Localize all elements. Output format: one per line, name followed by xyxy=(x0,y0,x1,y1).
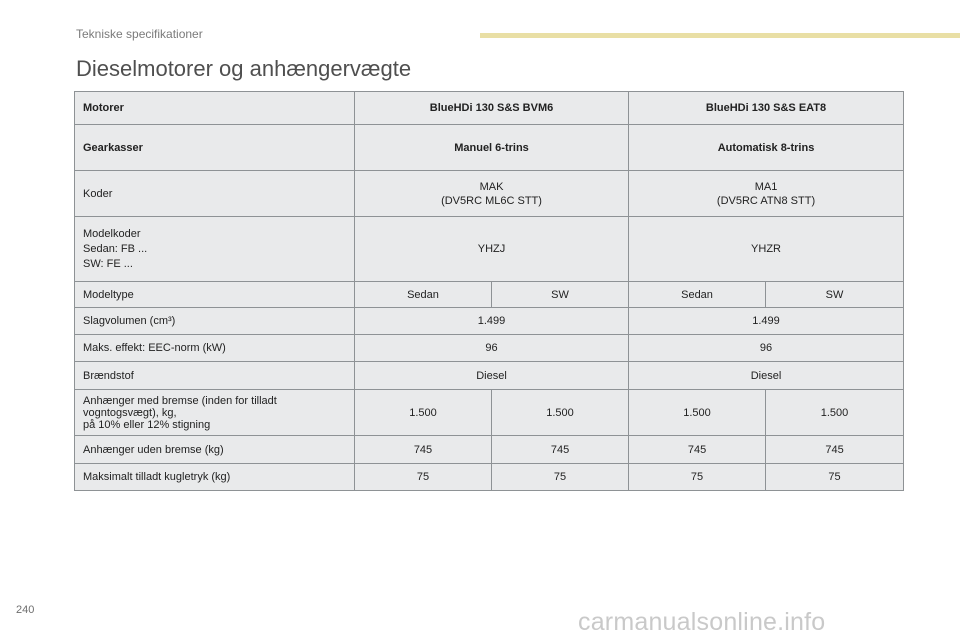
table-row-power xyxy=(75,335,904,362)
braked-label-line3: på 10% eller 12% stigning xyxy=(83,418,211,431)
nose-weight-value: 75 xyxy=(629,464,766,491)
table-row-nose-weight xyxy=(75,464,904,491)
code-1 xyxy=(355,171,629,217)
nose-weight-value: 75 xyxy=(766,464,904,491)
table-row-model-codes xyxy=(75,217,904,282)
model-type-cell: SW xyxy=(492,282,629,308)
unbraked-value: 745 xyxy=(355,436,492,464)
model-codes-title: Modelkoder xyxy=(83,227,141,240)
braked-value: 1.500 xyxy=(355,390,492,436)
spec-table xyxy=(74,91,904,491)
gearbox-1: Manuel 6-trins xyxy=(355,125,629,171)
unbraked-value: 745 xyxy=(629,436,766,464)
nose-weight-label: Maksimalt tilladt kugletryk (kg) xyxy=(75,464,355,491)
table-row-unbraked-trailer xyxy=(75,436,904,464)
page-number: 240 xyxy=(16,604,35,616)
power-label: Maks. effekt: EEC-norm (kW) xyxy=(75,335,355,362)
watermark: carmanualsonline.info xyxy=(578,608,826,636)
page-title: Dieselmotorer og anhængervægte xyxy=(76,56,412,81)
section-label: Tekniske specifikationer xyxy=(76,27,203,41)
braked-value: 1.500 xyxy=(766,390,904,436)
model-code-2: YHZR xyxy=(629,217,904,282)
braked-value: 1.500 xyxy=(492,390,629,436)
fuel-label: Brændstof xyxy=(75,362,355,390)
unbraked-trailer-label: Anhænger uden bremse (kg) xyxy=(75,436,355,464)
displacement-2: 1.499 xyxy=(629,308,904,335)
table-row-gearbox xyxy=(75,125,904,171)
table-row-codes xyxy=(75,171,904,217)
model-code-1: YHZJ xyxy=(355,217,629,282)
code-1-line2: (DV5RC ML6C STT) xyxy=(441,194,542,207)
power-1: 96 xyxy=(355,335,629,362)
braked-trailer-label xyxy=(75,390,355,436)
model-codes-label xyxy=(75,217,355,282)
gearbox-2: Automatisk 8-trins xyxy=(629,125,904,171)
table-row-fuel xyxy=(75,362,904,390)
table-row-displacement xyxy=(75,308,904,335)
fuel-1: Diesel xyxy=(355,362,629,390)
table-row-braked-trailer xyxy=(75,390,904,436)
fuel-2: Diesel xyxy=(629,362,904,390)
braked-label-line1: Anhænger med bremse (inden for tilladt xyxy=(83,394,277,407)
nose-weight-value: 75 xyxy=(492,464,629,491)
gearbox-label: Gearkasser xyxy=(75,125,355,171)
code-1-line1: MAK xyxy=(479,180,504,193)
model-type-label: Modeltype xyxy=(75,282,355,308)
codes-label: Koder xyxy=(75,171,355,217)
unbraked-value: 745 xyxy=(492,436,629,464)
unbraked-value: 745 xyxy=(766,436,904,464)
displacement-1: 1.499 xyxy=(355,308,629,335)
engine-1: BlueHDi 130 S&S BVM6 xyxy=(355,92,629,125)
braked-label-line2: vogntogsvægt), kg, xyxy=(83,406,177,419)
braked-value: 1.500 xyxy=(629,390,766,436)
table-row-engines xyxy=(75,92,904,125)
model-type-cell: Sedan xyxy=(355,282,492,308)
code-2-line2: (DV5RC ATN8 STT) xyxy=(716,194,816,207)
displacement-label: Slagvolumen (cm³) xyxy=(75,308,355,335)
engines-label: Motorer xyxy=(75,92,355,125)
model-codes-sedan: Sedan: FB ... xyxy=(83,242,148,255)
code-2 xyxy=(629,171,904,217)
model-type-cell: SW xyxy=(766,282,904,308)
code-2-line1: MA1 xyxy=(754,180,778,193)
power-2: 96 xyxy=(629,335,904,362)
model-codes-sw: SW: FE ... xyxy=(83,257,133,270)
table-row-model-type xyxy=(75,282,904,308)
section-bar xyxy=(480,33,960,38)
model-type-cell: Sedan xyxy=(629,282,766,308)
nose-weight-value: 75 xyxy=(355,464,492,491)
engine-2: BlueHDi 130 S&S EAT8 xyxy=(629,92,904,125)
